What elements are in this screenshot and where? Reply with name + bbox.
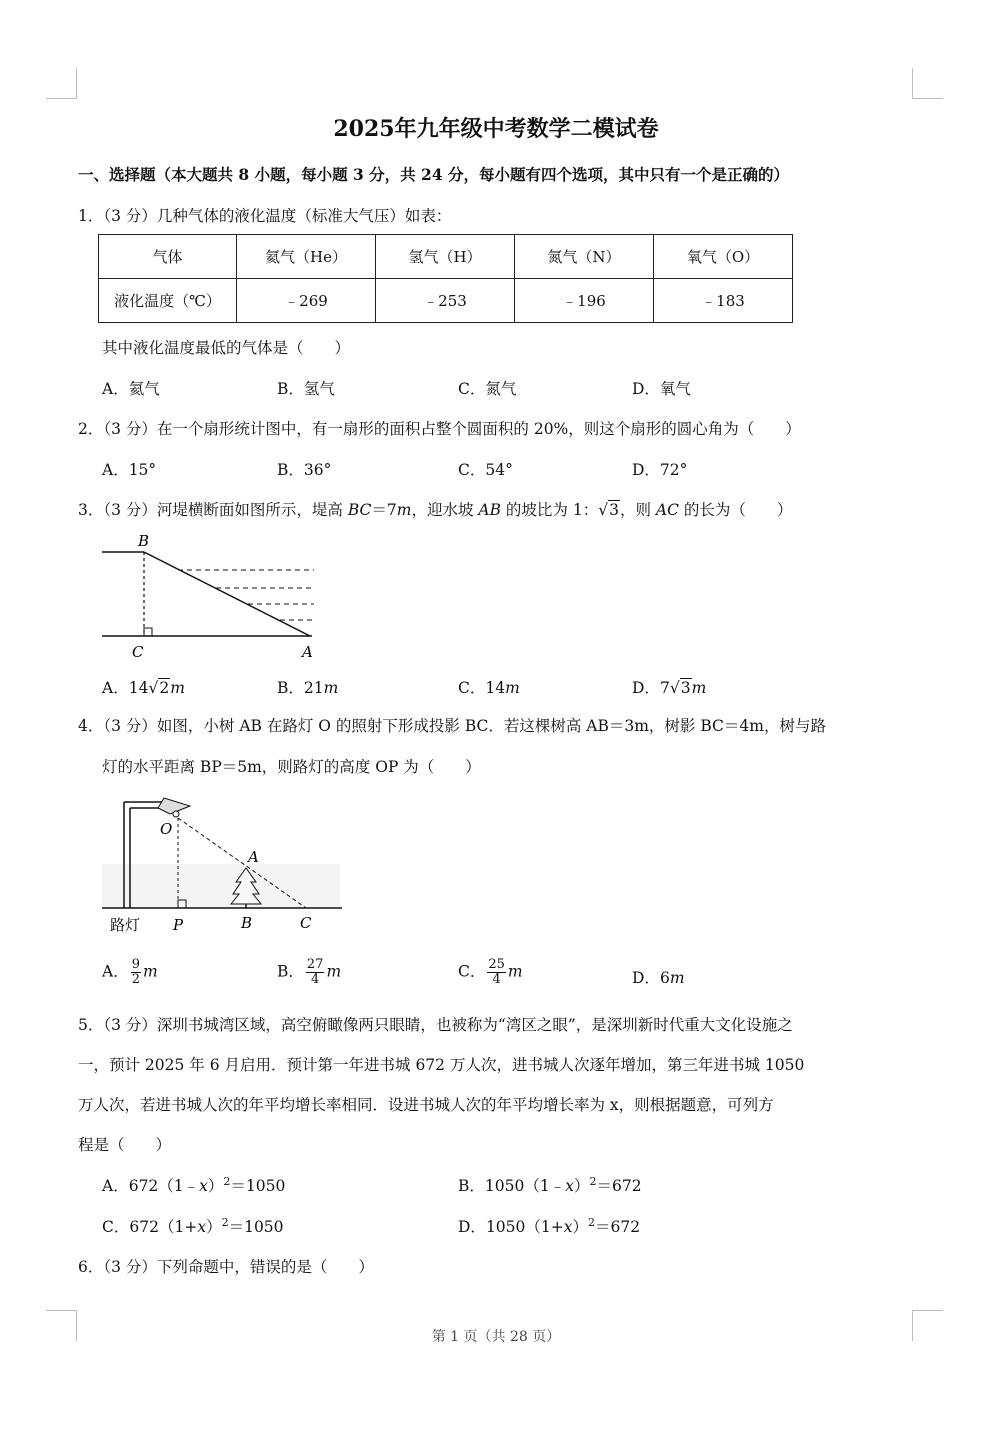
q3-option-b[interactable] (277, 676, 338, 698)
q5-stem-line3: 万人次，若进书城人次的年平均增长率相同．设进书城人次的年平均增长率为 x，则根据题意，可列方 (78, 1096, 774, 1114)
option-letter: D． (632, 969, 660, 987)
table-row (99, 279, 793, 323)
q3-stem-bc: BC (347, 501, 372, 519)
option-unit: m (326, 962, 342, 981)
option-text: 672（1﹣ (128, 1177, 200, 1195)
q1-option-d[interactable]: D．氧气 (632, 380, 691, 398)
gas-table (98, 234, 793, 323)
q4-stem-line2: 灯的水平距离 BP＝5m，则路灯的高度 OP 为（ ） (102, 758, 481, 776)
option-value: 7 (659, 679, 670, 697)
table-cell: 氢气（H） (376, 235, 515, 279)
embankment-figure (98, 530, 328, 666)
option-unit: m (170, 679, 185, 697)
q3-stem (78, 498, 792, 520)
label-c: C (300, 914, 312, 932)
option-variable: x (197, 1218, 207, 1236)
sqrt-sign: √ (148, 679, 159, 697)
q5-option-c[interactable] (102, 1215, 284, 1237)
label-o: O (160, 820, 173, 838)
option-text: ） (207, 1177, 224, 1195)
option-letter: A． (102, 962, 129, 981)
option-exponent: 2 (223, 1174, 231, 1188)
option-sqrt: 2 (159, 679, 170, 697)
page-title: 2025年九年级中考数学二模试卷 (333, 116, 659, 142)
q3-stem-ab: AB (478, 501, 501, 519)
q3-stem-text: ，迎水坡 (411, 501, 479, 519)
q3-stem-text: 3．（3 分）河堤横断面如图所示，堤高 (78, 501, 348, 519)
section-heading: 一、选择题（本大题共 8 小题，每小题 3 分，共 24 分，每小题有四个选项，其中只有一个是正确的） (78, 165, 790, 184)
option-letter: A． (102, 1177, 129, 1195)
option-letter: C． (458, 679, 486, 697)
q3-stem-sqrt: 3 (609, 501, 619, 519)
label-lamp: 路灯 (110, 916, 141, 934)
crop-mark-top-left (46, 68, 77, 99)
q2-stem: 2．（3 分）在一个扇形统计图中，有一扇形的面积占整个圆面积的 20%，则这个扇形的圆心角为（ ） (78, 420, 801, 438)
option-letter: B． (277, 679, 304, 697)
option-exponent: 2 (221, 1215, 229, 1229)
option-variable: x (565, 1177, 574, 1195)
option-letter: D． (632, 679, 660, 697)
crop-mark-top-right (912, 68, 943, 99)
table-cell: ﹣253 (376, 279, 515, 323)
table-cell: 液化温度（℃） (99, 279, 237, 323)
fraction (131, 958, 141, 987)
q2-option-d[interactable]: D．72° (632, 461, 688, 479)
fraction-denominator: 4 (311, 972, 320, 987)
q1-option-c[interactable]: C．氮气 (458, 380, 517, 398)
table-cell: 氦气（He） (237, 235, 376, 279)
page-footer: 第 1 页（共 28 页） (431, 1329, 561, 1345)
q4-option-c[interactable] (458, 958, 523, 987)
fraction (487, 958, 506, 987)
q2-option-b[interactable]: B．36° (277, 461, 332, 479)
q5-stem-line1: 5．（3 分）深圳书城湾区域，高空俯瞰像两只眼睛，也被称为“湾区之眼”，是深圳新时代重大文化设施之 (78, 1016, 793, 1034)
fraction-numerator: 25 (488, 957, 505, 972)
q3-stem-text: 的长为（ ） (678, 501, 793, 519)
option-unit: m (691, 679, 707, 697)
q1-option-b[interactable]: B．氢气 (277, 380, 335, 398)
fraction (306, 958, 325, 987)
fraction-denominator: 4 (492, 972, 501, 987)
option-letter: C． (102, 1218, 130, 1236)
label-a: A (302, 643, 313, 661)
option-text: ） (572, 1218, 588, 1236)
option-text: ＝1050 (228, 1218, 284, 1236)
q3-stem-ac: AC (655, 501, 679, 519)
option-text: 1050（1+ (485, 1218, 564, 1236)
q3-stem-text: ，则 (619, 501, 656, 519)
sqrt-sign: √ (669, 679, 680, 697)
option-unit: m (505, 679, 520, 697)
label-c: C (132, 643, 144, 661)
q4-option-a[interactable] (102, 958, 158, 987)
q3-stem-text: 的坡比为 1： (501, 501, 599, 519)
option-unit: m (323, 679, 339, 697)
option-value: 14 (485, 679, 506, 697)
q3-stem-unit: m (396, 501, 412, 519)
q3-stem-text: ＝7 (371, 501, 397, 519)
option-sqrt: 3 (680, 679, 691, 697)
option-variable: x (199, 1177, 208, 1195)
q5-option-b[interactable] (458, 1174, 642, 1196)
q3-option-c[interactable] (458, 676, 520, 698)
q2-option-c[interactable]: C．54° (458, 461, 513, 479)
q5-stem-line4: 程是（ ） (78, 1136, 172, 1154)
table-row (99, 235, 793, 279)
option-unit: m (507, 962, 523, 981)
q3-option-a[interactable] (102, 676, 185, 698)
option-exponent: 2 (589, 1174, 597, 1188)
sqrt-sign: √ (598, 501, 609, 519)
option-value: 6 (659, 969, 670, 987)
option-text: ＝1050 (230, 1177, 286, 1195)
option-letter: D． (458, 1218, 486, 1236)
table-cell: ﹣183 (654, 279, 793, 323)
q5-option-d[interactable] (458, 1215, 640, 1237)
q3-option-d[interactable] (632, 676, 706, 698)
option-value: 14 (128, 679, 149, 697)
option-letter: B． (458, 1177, 485, 1195)
q4-option-d[interactable] (632, 966, 685, 988)
option-text: ＝672 (595, 1218, 641, 1236)
q6-stem: 6．（3 分）下列命题中，错误的是（ ） (78, 1258, 374, 1276)
option-text: ） (573, 1177, 590, 1195)
option-unit: m (142, 962, 158, 981)
q1-option-a[interactable]: A．氦气 (102, 380, 160, 398)
table-cell: 气体 (99, 235, 237, 279)
table-cell: 氧气（O） (654, 235, 793, 279)
option-letter: C． (458, 962, 486, 981)
table-cell: 氮气（N） (515, 235, 654, 279)
q4-option-b[interactable] (277, 958, 341, 987)
option-text: 1050（1﹣ (484, 1177, 566, 1195)
label-b: B (241, 914, 253, 932)
q5-stem-line2: 一，预计 2025 年 6 月启用．预计第一年进书城 672 万人次，进书城人次逐年增加，第三年进书城 1050 (78, 1056, 805, 1074)
label-p: P (173, 916, 184, 934)
q4-stem-line1: 4．（3 分）如图，小树 AB 在路灯 O 的照射下形成投影 BC．若这棵树高 AB＝3m，树影 BC＝4m，树与路 (78, 717, 826, 735)
streetlamp-figure (98, 794, 348, 940)
fraction-numerator: 9 (131, 957, 140, 972)
q5-option-a[interactable] (102, 1174, 285, 1196)
option-text: 672（1+ (129, 1218, 198, 1236)
option-unit: m (669, 969, 685, 987)
option-exponent: 2 (588, 1215, 595, 1229)
q1-question: 其中液化温度最低的气体是（ ） (102, 339, 351, 357)
q2-option-a[interactable]: A．15° (102, 461, 157, 479)
option-text: ） (206, 1218, 222, 1236)
label-a: A (248, 848, 259, 866)
table-cell: ﹣269 (237, 279, 376, 323)
fraction-denominator: 2 (131, 972, 140, 987)
option-letter: B． (277, 962, 304, 981)
label-b: B (138, 532, 150, 550)
option-letter: A． (102, 679, 129, 697)
option-text: ＝672 (596, 1177, 642, 1195)
option-variable: x (563, 1218, 573, 1236)
q1-stem: 1．（3 分）几种气体的液化温度（标准大气压）如表： (78, 207, 452, 225)
fraction-numerator: 27 (306, 957, 324, 972)
table-cell: ﹣196 (515, 279, 654, 323)
option-value: 21 (303, 679, 324, 697)
